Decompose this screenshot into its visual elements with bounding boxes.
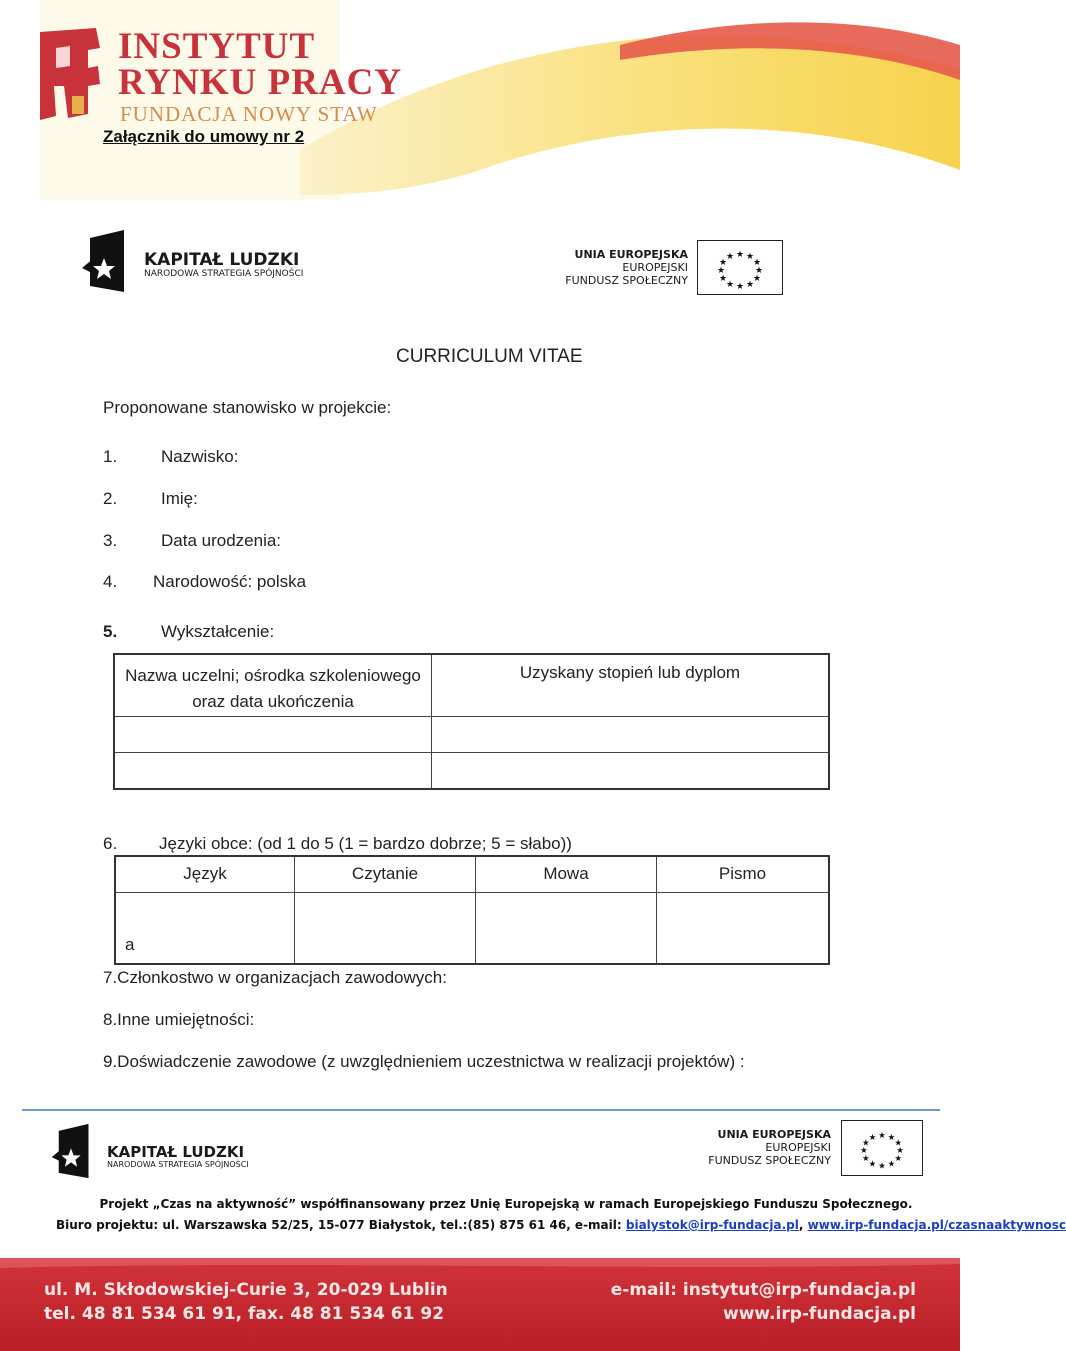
footer-phone: tel. 48 81 534 61 91, fax. 48 81 534 61 92 [44,1304,445,1324]
svg-text:★: ★ [868,1159,877,1170]
languages-label: Języki obce: (od 1 do 5 (1 = bardzo dobrze; 5 = słabo)) [159,834,572,853]
item-number: 5. [103,622,118,641]
languages-table [114,855,830,965]
footer-address: ul. M. Skłodowskiej-Curie 3, 20-029 Lublin [44,1280,448,1300]
svg-text:★: ★ [752,258,762,268]
svg-text:★: ★ [752,274,762,284]
separator: , [798,1218,808,1232]
lang-header-writing: Pismo [657,856,830,892]
svg-text:★: ★ [896,1146,904,1157]
education-cell[interactable] [114,753,432,789]
education-cell[interactable] [432,753,830,789]
svg-text:★: ★ [725,252,735,262]
education-cell[interactable] [432,717,830,753]
birth-date-label: Data urodzenia: [161,531,282,550]
svg-text:★: ★ [878,1131,886,1141]
ue-line2: EUROPEJSKI [622,261,688,274]
education-cell[interactable] [114,717,432,753]
experience-label: 9.Doświadczenie zawodowe (z uwzględnieniem uczestnictwa w realizacji projektów) : [103,1052,745,1071]
svg-text:★: ★ [894,1138,903,1149]
lang-cell[interactable] [295,892,476,964]
lang-cell[interactable] [657,892,830,964]
kapital-ludzki-subtitle: NARODOWA STRATEGIA SPÓJNOŚCI [144,269,304,279]
footer-website[interactable]: www.irp-fundacja.pl [723,1304,916,1324]
kapital-ludzki-subtitle: NARODOWA STRATEGIA SPÓJNOŚCI [107,1160,249,1169]
lang-header-reading: Czytanie [295,856,476,892]
other-skills-label: 8.Inne umiejętności: [103,1010,255,1029]
svg-text:★: ★ [735,250,745,260]
svg-text:★: ★ [735,282,745,292]
project-info: Projekt „Czas na aktywność” współfinansowany przez Unię Europejską w ramach Europejskiego Funduszu Społecznego. [99,1197,913,1211]
lang-cell[interactable]: a [115,892,295,964]
svg-text:★: ★ [860,1146,868,1157]
kapital-ludzki-logo-icon [80,228,128,294]
kapital-ludzki-logo-icon [50,1120,92,1182]
header-text: Nazwa uczelni; ośrodka szkoleniowego [125,666,421,685]
svg-text:★: ★ [754,266,764,276]
first-name-label: Imię: [161,489,198,508]
education-header-institution [114,654,432,717]
org-name-line3: FUNDACJA NOWY STAW [120,102,378,126]
ue-line3: FUNDUSZ SPOŁECZNY [708,1154,831,1167]
footer-divider [22,1109,940,1111]
svg-text:★: ★ [887,1159,896,1170]
svg-text:★: ★ [718,258,728,268]
ue-line3: FUNDUSZ SPOŁECZNY [565,274,688,287]
svg-text:★: ★ [725,280,735,290]
position-label: Proponowane stanowisko w projekcie: [103,398,392,417]
svg-text:★: ★ [718,274,728,284]
kapital-ludzki-name: KAPITAŁ LUDZKI [144,250,300,270]
surname-label: Nazwisko: [161,447,239,466]
ue-line1: UNIA EUROPEJSKA [717,1128,831,1141]
header-text: oraz data ukończenia [192,692,354,711]
lang-header-speaking: Mowa [476,856,657,892]
lang-cell[interactable] [476,892,657,964]
svg-text:★: ★ [878,1161,886,1172]
kapital-ludzki-name: KAPITAŁ LUDZKI [107,1143,245,1161]
annex-title: Załącznik do umowy nr 2 [103,127,305,146]
svg-text:★: ★ [868,1132,877,1143]
eu-flag-icon [841,1120,923,1176]
svg-text:★: ★ [894,1153,903,1164]
item-number: 2. [103,489,118,508]
org-name-line1: INSTYTUT [118,26,316,67]
eu-flag-icon [697,240,783,295]
svg-text:★: ★ [716,266,726,276]
svg-text:★: ★ [745,252,755,262]
ue-line1: UNIA EUROPEJSKA [574,248,688,261]
item-number: 6. [103,834,118,853]
ue-line2: EUROPEJSKI [765,1141,831,1154]
email-link[interactable]: bialystok@irp-fundacja.pl [625,1218,799,1232]
education-header-degree: Uzyskany stopień lub dyplom [432,654,830,717]
memberships-label: 7.Członkostwo w organizacjach zawodowych: [103,968,447,987]
lang-header-language: Język [115,856,295,892]
education-label: Wykształcenie: [161,622,275,641]
office-info [56,1218,1066,1232]
svg-text:★: ★ [861,1138,870,1149]
irp-logo-icon [34,26,112,124]
svg-text:★: ★ [887,1132,896,1143]
education-table [113,653,830,790]
nationality-label: Narodowość: polska [153,572,307,591]
item-number: 4. [103,572,118,591]
svg-text:★: ★ [861,1153,870,1164]
svg-text:★: ★ [745,280,755,290]
org-name-line2: RYNKU PRACY [118,62,403,103]
item-number: 1. [103,447,118,466]
item-number: 3. [103,531,118,550]
footer-email[interactable]: e-mail: instytut@irp-fundacja.pl [610,1280,916,1300]
cv-title: CURRICULUM VITAE [396,346,583,367]
website-link[interactable]: www.irp-fundacja.pl/czasnaaktywnosc [807,1218,1066,1232]
office-address: Biuro projektu: ul. Warszawska 52/25, 15-077 Białystok, tel.:(85) 875 61 46, e-mail: [56,1218,626,1232]
